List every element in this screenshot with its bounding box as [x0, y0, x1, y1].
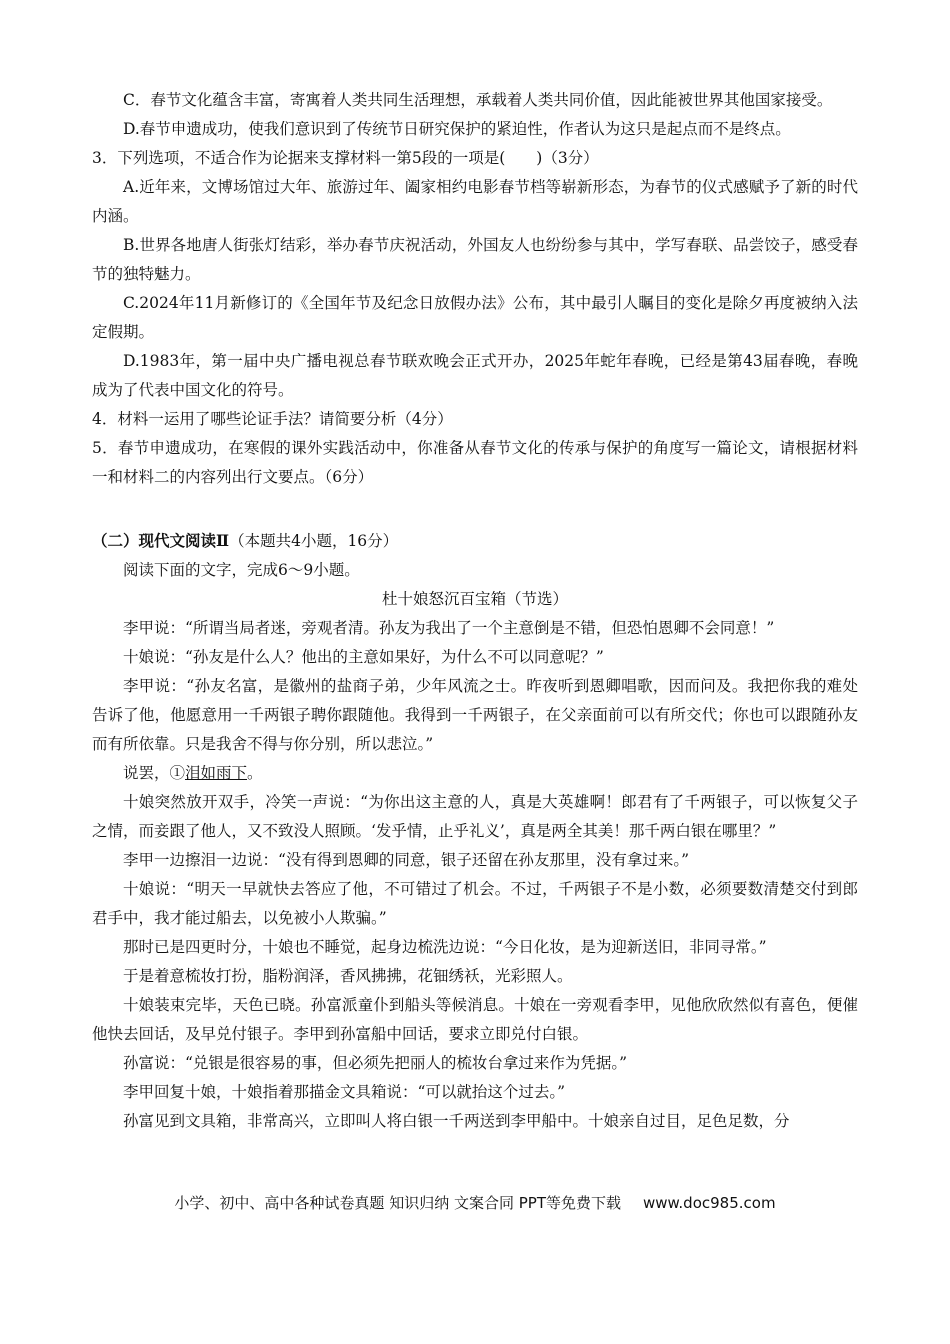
page-footer [0, 1192, 950, 1213]
section-heading-title: （二）现代文阅读Ⅱ [92, 531, 230, 550]
option-2c: C．春节文化蕴含丰富，寄寓着人类共同生活理想，承载着人类共同价值，因此能被世界其他国家接受。 [123, 91, 833, 109]
option-3a: A.近年来，文博场馆过大年、旅游过年、阖家相约电影春节档等崭新形态，为春节的仪式感赋予了新的时代内涵。 [92, 178, 858, 225]
story-paragraph: 十娘说：“孙友是什么人？他出的主意如果好，为什么不可以同意呢？” [123, 648, 604, 666]
section-instruction: 阅读下面的文字，完成6～9小题。 [123, 561, 360, 579]
story-paragraph: 十娘装束完毕，天色已晓。孙富派童仆到船头等候消息。十娘在一旁观看李甲，见他欣欣然似有喜色，便催他快去回话，及早兑付银子。李甲到孙富船中回话，要求立即兑付白银。 [92, 996, 858, 1043]
document-page [92, 86, 858, 1136]
question-4: 4．材料一运用了哪些论证手法？请简要分析（4分） [92, 410, 453, 428]
story-paragraph: 孙富见到文具箱，非常高兴，立即叫人将白银一千两送到李甲船中。十娘亲自过目，足色足数，分 [123, 1112, 790, 1130]
footer-text: 小学、初中、高中各种试卷真题 知识归纳 文案合同 PPT等免费下载 [174, 1194, 621, 1212]
story-paragraph: 李甲说：“孙友名富，是徽州的盐商子弟，少年风流之士。昨夜听到恩卿唱歌，因而问及。我把你我的难处告诉了他，他愿意用一千两银子聘你跟随他。我得到一千两银子，在父亲面前可以有所交代；你也可以跟随孙友而有所依靠。只是我舍不得与你分别，所以悲泣。” [92, 677, 858, 753]
section-gap [92, 492, 858, 526]
footer-url[interactable]: www.doc985.com [642, 1194, 776, 1212]
underlined-phrase: 泪如雨下 [185, 764, 248, 782]
section-heading [92, 526, 858, 556]
story-paragraph: 那时已是四更时分，十娘也不睡觉，起身边梳洗边说：“今日化妆，是为迎新送旧，非同寻常。” [123, 938, 767, 956]
question-5: 5．春节申遗成功，在寒假的课外实践活动中，你准备从春节文化的传承与保护的角度写一篇论文，请根据材料一和材料二的内容列出行文要点。（6分） [92, 439, 858, 486]
section-heading-note: （本题共4小题，16分） [229, 532, 399, 550]
story-paragraph: 李甲回复十娘，十娘指着那描金文具箱说：“可以就抬这个过去。” [123, 1083, 566, 1101]
story-paragraph: 孙富说：“兑银是很容易的事，但必须先把丽人的梳妆台拿过来作为凭据。” [123, 1054, 628, 1072]
story-paragraph: 李甲说：“所谓当局者迷，旁观者清。孙友为我出了一个主意倒是不错，但恐怕恩卿不会同意！” [123, 619, 775, 637]
passage-title: 杜十娘怒沉百宝箱（节选） [381, 590, 568, 608]
story-paragraph: 十娘突然放开双手，冷笑一声说：“为你出这主意的人，真是大英雄啊！郎君有了千两银子，可以恢复父子之情，而妾跟了他人，又不致没人照顾。‘发乎情，止乎礼义’，真是两全其美！那千两白银在哪里？” [92, 793, 858, 840]
story-text: 说罢，① [123, 764, 186, 782]
option-3d: D.1983年，第一届中央广播电视总春节联欢晚会正式开办，2025年蛇年春晚，已经是第43届春晚，春晚成为了代表中国文化的符号。 [92, 352, 858, 399]
story-paragraph [92, 759, 858, 788]
option-2d: D.春节申遗成功，使我们意识到了传统节日研究保护的紧迫性，作者认为这只是起点而不是终点。 [123, 120, 791, 138]
story-paragraph: 于是着意梳妆打扮，脂粉润泽，香风拂拂，花钿绣袄，光彩照人。 [123, 967, 573, 985]
option-3c: C.2024年11月新修订的《全国年节及纪念日放假办法》公布，其中最引人瞩目的变化是除夕再度被纳入法定假期。 [92, 294, 858, 341]
option-3b: B.世界各地唐人街张灯结彩，举办春节庆祝活动，外国友人也纷纷参与其中，学写春联、品尝饺子，感受春节的独特魅力。 [92, 236, 858, 283]
story-paragraph: 李甲一边擦泪一边说：“没有得到恩卿的同意，银子还留在孙友那里，没有拿过来。” [123, 851, 690, 869]
question-3: 3．下列选项，不适合作为论据来支撑材料一第5段的一项是( )（3分） [92, 149, 599, 167]
story-paragraph: 十娘说：“明天一早就快去答应了他，不可错过了机会。不过，千两银子不是小数，必须要数清楚交付到郎君手中，我才能过船去，以免被小人欺骗。” [92, 880, 858, 927]
story-text: 。 [247, 764, 263, 782]
